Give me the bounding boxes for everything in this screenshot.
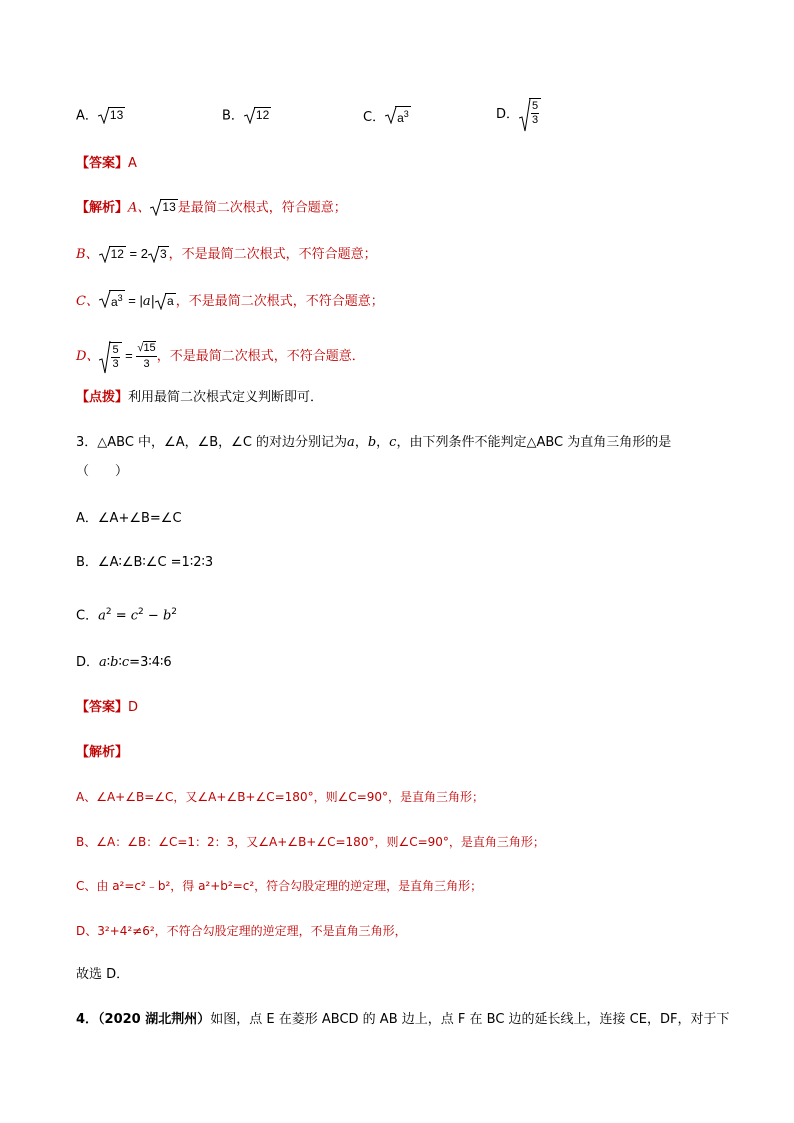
option-label: D．	[496, 107, 520, 122]
option-label: B．	[222, 108, 244, 124]
q3-option-d: D．a∶b∶c=3∶4∶6	[76, 655, 172, 670]
analysis-tag: 【解析】	[76, 200, 129, 216]
option-label: C．	[363, 110, 386, 125]
q3-option-b: B．∠A∶∠B∶∠C =1∶2∶3	[76, 555, 214, 570]
q4-stem: 4．（2020 湖北荆州）如图，点 E 在菱形 ABCD 的 AB 边上，点 F 在 BC 边的延长线上，连接 CE，DF，对于下	[76, 1012, 730, 1027]
q2-option-b	[222, 106, 271, 127]
sqrt-12: 12	[99, 245, 126, 265]
answer-tag: 【答案】	[76, 700, 129, 715]
q3-analysis-tag: 【解析】	[76, 745, 129, 760]
sqrt-13: 13	[150, 198, 177, 218]
q2-analysis-a: 【解析】A、 13 是最简二次根式，符合题意；	[76, 198, 347, 219]
q3-answer	[76, 698, 138, 718]
q2-answer	[76, 154, 137, 174]
q3-analysis-d: D、3²+4²≠6²，不符合勾股定理的逆定理，不是直角三角形，	[76, 924, 407, 938]
tip-tag: 【点拨】	[76, 390, 129, 405]
sqrt-fraction-5-3: $\frac{5}{3}$	[519, 98, 541, 132]
q3-analysis-b: B、∠A：∠B：∠C=1：2：3，又∠A+∠B+∠C=180°，则∠C=90°，是直角三角形；	[76, 835, 545, 849]
sqrt-a-cubed: $a^3$	[99, 290, 125, 313]
fraction-sqrt15-over-3: $\frac{√15}{3}$	[137, 342, 156, 370]
q3-analysis-a: A、∠A+∠B=∠C，又∠A+∠B+∠C=180°，则∠C=90°，是直角三角形；	[76, 790, 485, 804]
answer-value: D	[128, 700, 139, 715]
q2-analysis-d: D、 $\frac{5}{3}$ = $\frac{√15}{3}$ ，不是最简二次根式，不符合题意．	[76, 338, 365, 375]
sqrt-13: 13	[98, 106, 125, 126]
sqrt-a: a	[155, 292, 176, 312]
answer-tag: 【答案】	[76, 156, 129, 171]
q3-conclusion: 故选 D．	[76, 967, 130, 982]
q3-analysis-c: C、由 a²=c²﹣b²，得 a²+b²=c²，符合勾股定理的逆定理，是直角三角形；	[76, 879, 483, 893]
q4-source: （2020 湖北荆州）	[98, 1012, 211, 1027]
sqrt-3: 3	[148, 245, 169, 265]
q2-tip: 【点拨】利用最简二次根式定义判断即可．	[76, 390, 324, 405]
q2-analysis-b: B、 12 = 2 3 ，不是最简二次根式，不符合题意；	[76, 244, 377, 265]
q3-option-c: C．$a^2 = c^2 - b^2$	[76, 607, 177, 624]
q3-stem: 3．△ABC 中，∠A，∠B，∠C 的对边分别记为a，b，c，由下列条件不能判定△ABC 为直角三角形的是	[76, 435, 672, 450]
q2-option-d	[496, 98, 541, 132]
sqrt-12: 12	[244, 106, 271, 126]
sqrt-fraction-5-3: $\frac{5}{3}$	[99, 340, 121, 374]
answer-value: A	[128, 156, 137, 171]
q2-analysis-c: C、 $a^3 = |a|$ a ，不是最简二次根式，不符合题意；	[76, 290, 384, 313]
q2-option-a	[76, 106, 125, 127]
q2-option-c	[363, 106, 411, 129]
option-label: A．	[76, 108, 98, 124]
q3-answer-bracket: （ ）	[76, 464, 129, 479]
q3-option-a: A．∠A+∠B=∠C	[76, 511, 182, 526]
sqrt-a-cubed: $a^3$	[385, 106, 411, 129]
